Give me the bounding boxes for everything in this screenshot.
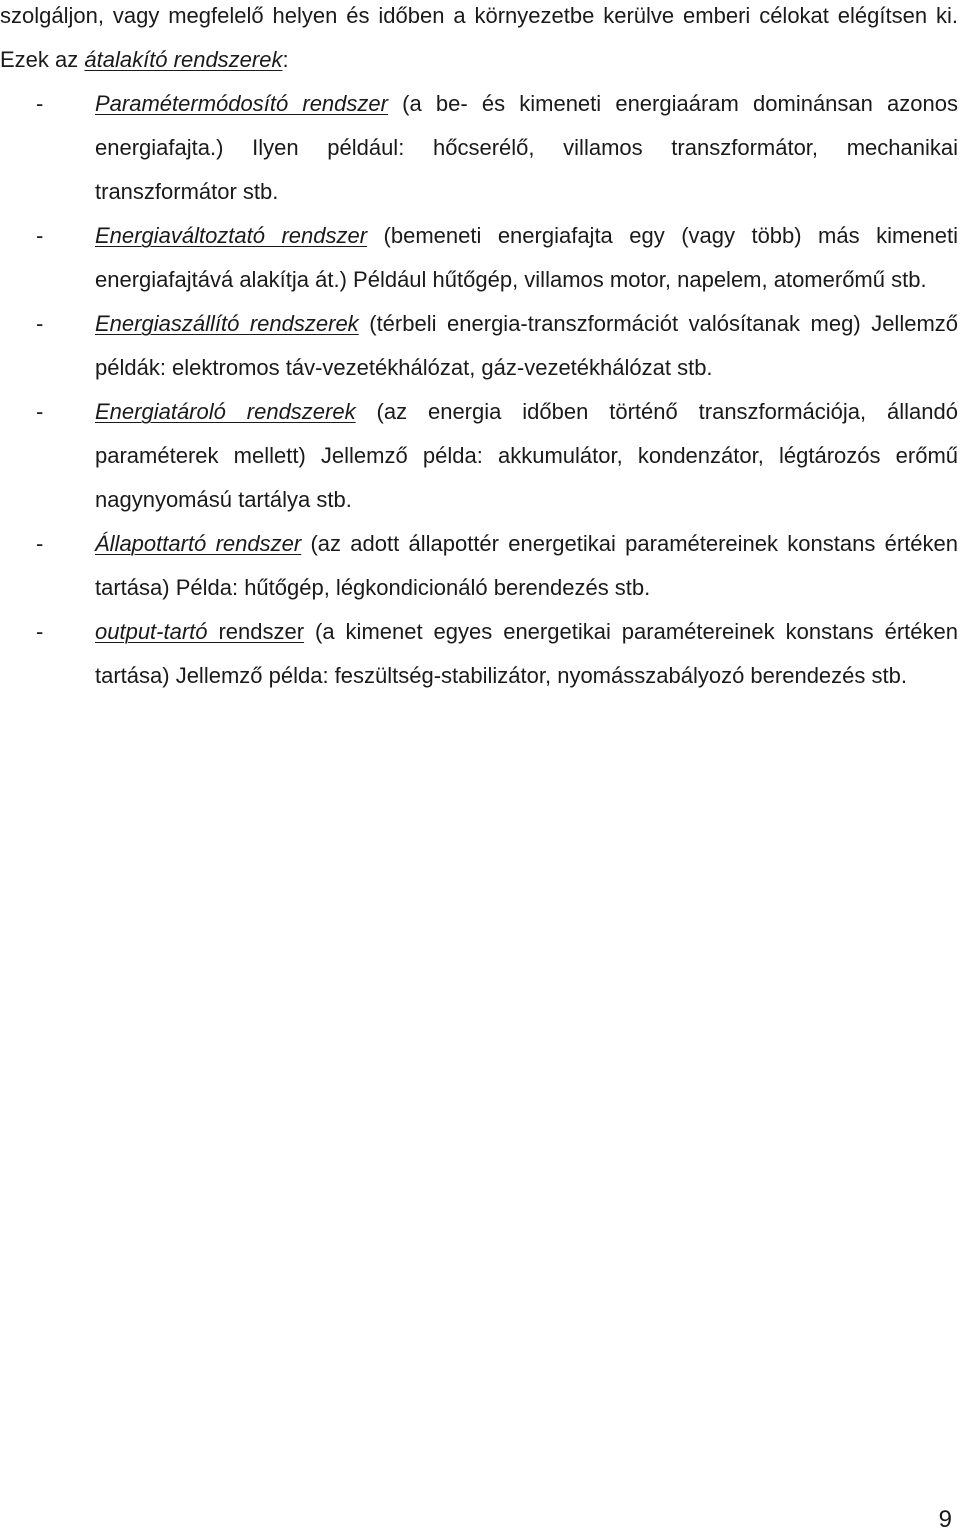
list-description: (térbeli energia-transzformációt valósítanak meg) Jellemző példák: elektromos táv-vezetékhálózat, gáz-vezetékhálózat stb. bbox=[95, 311, 958, 380]
list-dash: - bbox=[36, 91, 44, 116]
intro-text: szolgáljon, vagy megfelelő helyen és időben a környezetbe kerülve emberi célokat elégítsen ki. Ezek az bbox=[0, 3, 958, 72]
list-item bbox=[0, 610, 960, 698]
intro-colon: : bbox=[282, 47, 289, 72]
list-description: (az energia időben történő transzformációja, állandó paraméterek mellett) Jellemző példa: akkumulátor, kondenzátor, légtározós erőmű nagynyomású tartálya stb. bbox=[95, 399, 959, 512]
system-types-list bbox=[0, 82, 960, 698]
list-dash: - bbox=[36, 311, 44, 336]
list-item bbox=[0, 390, 960, 522]
list-term: output-tartó bbox=[95, 619, 208, 644]
list-description: (a be- és kimeneti energiaáram dominánsan azonos energiafajta.) Ilyen például: hőcserélő, villamos transzformátor, mechanikai transzformátor stb. bbox=[95, 91, 958, 204]
list-term-plain: rendszer bbox=[207, 619, 305, 644]
list-item bbox=[0, 214, 960, 302]
intro-paragraph bbox=[0, 0, 958, 82]
list-description: (a kimenet egyes energetikai paramétereinek konstans értéken tartása) Jellemző példa: feszültség-stabilizátor, nyomásszabályozó berendezés stb. bbox=[95, 619, 958, 688]
list-item bbox=[0, 302, 960, 390]
list-dash: - bbox=[36, 531, 44, 556]
list-term: Paramétermódosító rendszer bbox=[95, 91, 388, 116]
list-term: Állapottartó rendszer bbox=[95, 531, 302, 556]
list-description: (az adott állapottér energetikai paramétereinek konstans értéken tartása) Példa: hűtőgép, légkondicionáló berendezés stb. bbox=[95, 531, 959, 600]
list-term: Energiaváltoztató rendszer bbox=[95, 223, 368, 248]
intro-term-link: átalakító rendszerek bbox=[84, 47, 283, 72]
list-term: Energiatároló rendszerek bbox=[95, 399, 356, 424]
list-dash: - bbox=[36, 619, 44, 644]
list-item bbox=[0, 82, 960, 214]
page-number: 9 bbox=[938, 1506, 952, 1533]
list-dash: - bbox=[36, 223, 44, 248]
list-term: Energiaszállító rendszerek bbox=[95, 311, 359, 336]
body-text bbox=[0, 0, 960, 698]
list-description: (bemeneti energiafajta egy (vagy több) más kimeneti energiafajtává alakítja át.) Például hűtőgép, villamos motor, napelem, atomerőmű stb. bbox=[95, 223, 959, 292]
list-dash: - bbox=[36, 399, 44, 424]
list-item bbox=[0, 522, 960, 610]
